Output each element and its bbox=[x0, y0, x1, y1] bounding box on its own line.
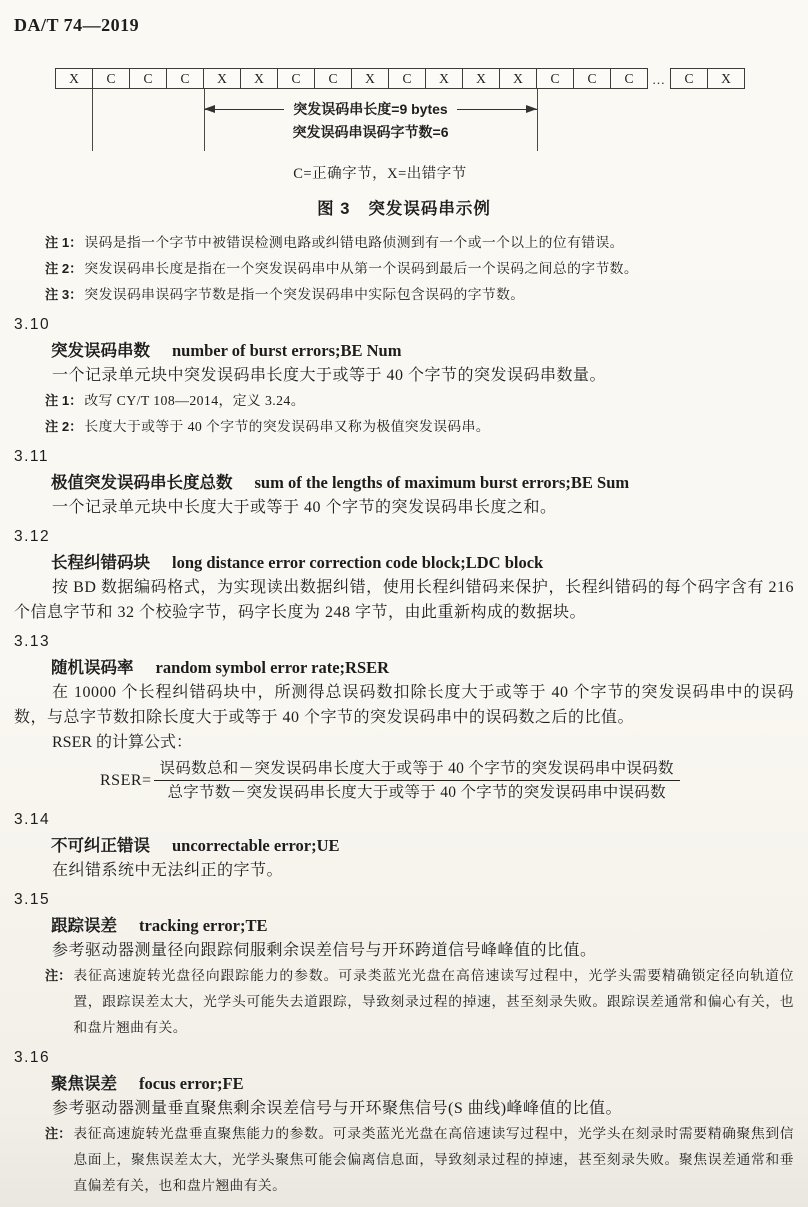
note-item bbox=[45, 1121, 794, 1199]
byte-cell: X bbox=[425, 68, 463, 89]
figure-burst-error-diagram bbox=[0, 54, 808, 196]
term-en: focus error;FE bbox=[139, 1074, 244, 1093]
note-label: 注 1： bbox=[45, 393, 83, 408]
section-number: 3.12 bbox=[14, 528, 51, 545]
figure-legend: C=正确字节，X=出错字节 bbox=[293, 166, 467, 182]
figure-caption bbox=[0, 198, 808, 220]
section-3-12 bbox=[14, 526, 794, 625]
byte-cell: C bbox=[536, 68, 574, 89]
note-item bbox=[45, 414, 794, 440]
term-en: number of burst errors;BE Num bbox=[172, 341, 402, 360]
note-label: 注 2： bbox=[45, 261, 83, 276]
note-item bbox=[45, 230, 794, 256]
byte-cell: X bbox=[707, 68, 745, 89]
byte-cell: C bbox=[670, 68, 708, 89]
byte-cell: C bbox=[129, 68, 167, 89]
boundary-marker-line bbox=[92, 89, 93, 151]
formula-lhs: RSER= bbox=[100, 771, 152, 789]
burst-length-label: 突发误码串长度=9 bytes bbox=[293, 101, 448, 117]
figure-caption-title: 突发误码串示例 bbox=[368, 200, 491, 218]
note-text: 表征高速旋转光盘径向跟踪能力的参数。可录类蓝光光盘在高倍速读写过程中，光学头需要精确锁定径向轨道位置，跟踪误差太大，光学头可能失去道跟踪，导致刻录过程的掉速，甚至刻录失败。跟踪误差通常和偏心有关，也和盘片翘曲有关。 bbox=[73, 968, 794, 1035]
term-en: sum of the lengths of maximum burst errors;BE Sum bbox=[254, 473, 630, 492]
note-item bbox=[45, 388, 794, 414]
byte-cell: X bbox=[462, 68, 500, 89]
burst-length-annotation bbox=[204, 99, 537, 119]
term-zh: 聚焦误差 bbox=[51, 1075, 117, 1093]
formula-lead: RSER 的计算公式： bbox=[52, 734, 193, 751]
section-number: 3.15 bbox=[14, 891, 51, 908]
doc-number: DA/T 74—2019 bbox=[14, 15, 140, 35]
section-notes bbox=[45, 388, 794, 440]
burst-bytes-label: 突发误码串误码字节数=6 bbox=[292, 124, 449, 140]
note-text: 长度大于或等于 40 个字节的突发误码串又称为极值突发误码串。 bbox=[84, 419, 490, 434]
byte-cell: C bbox=[388, 68, 426, 89]
byte-cell: X bbox=[203, 68, 241, 89]
section-3-14 bbox=[14, 809, 794, 883]
figure-notes bbox=[45, 230, 794, 308]
formula-numerator: 误码数总和－突发误码串长度大于或等于 40 个字节的突发误码串中误码数 bbox=[154, 758, 680, 781]
byte-row bbox=[55, 68, 745, 89]
byte-cell: C bbox=[573, 68, 611, 89]
byte-cell: C bbox=[166, 68, 204, 89]
note-label: 注： bbox=[45, 968, 72, 983]
term-heading bbox=[14, 551, 794, 575]
terms-content bbox=[0, 314, 808, 1199]
note-text: 突发误码串误码字节数是指一个突发误码串中实际包含误码的字节数。 bbox=[84, 287, 525, 302]
byte-cell: X bbox=[351, 68, 389, 89]
section-notes bbox=[45, 1121, 794, 1199]
term-zh: 跟踪误差 bbox=[51, 917, 117, 935]
section-3-13 bbox=[14, 631, 794, 803]
section-3-16 bbox=[14, 1047, 794, 1199]
formula-fraction bbox=[154, 758, 680, 803]
byte-cell: X bbox=[240, 68, 278, 89]
definition: 按 BD 数据编码格式，为实现读出数据纠错，使用长程纠错码来保护，长程纠错码的每个码字含有 216 个信息字节和 32 个校验字节，码字长度为 248 字节，由此重新构成的数据块。 bbox=[14, 579, 794, 621]
term-heading bbox=[14, 834, 794, 858]
note-label: 注 2： bbox=[45, 419, 83, 434]
definition: 参考驱动器测量径向跟踪伺服剩余误差信号与开环跨道信号峰峰值的比值。 bbox=[52, 942, 597, 959]
section-number: 3.10 bbox=[14, 316, 51, 333]
note-item bbox=[45, 963, 794, 1041]
section-number: 3.11 bbox=[14, 448, 50, 465]
term-zh: 长程纠错码块 bbox=[51, 554, 150, 572]
note-item bbox=[45, 282, 794, 308]
definition: 在纠错系统中无法纠正的字节。 bbox=[52, 862, 284, 879]
term-en: long distance error correction code block;LDC block bbox=[172, 553, 544, 572]
note-text: 改写 CY/T 108—2014，定义 3.24。 bbox=[84, 393, 305, 408]
section-3-10 bbox=[14, 314, 794, 440]
section-number: 3.16 bbox=[14, 1049, 51, 1066]
note-label: 注 3： bbox=[45, 287, 83, 302]
formula-denominator: 总字节数－突发误码串长度大于或等于 40 个字节的突发误码串中误码数 bbox=[167, 784, 666, 801]
note-label: 注 1： bbox=[45, 235, 83, 250]
note-text: 表征高速旋转光盘垂直聚焦能力的参数。可录类蓝光光盘在高倍速读写过程中，光学头在刻录时需要精确聚焦到信息面上，聚焦误差太大，光学头聚焦可能会偏离信息面，导致刻录过程的掉速，甚至刻录失败。聚焦误差通常和垂直偏差有关，也和盘片翘曲有关。 bbox=[73, 1126, 794, 1193]
byte-cell: C bbox=[277, 68, 315, 89]
arrow-right-icon bbox=[457, 109, 537, 110]
section-number: 3.14 bbox=[14, 811, 51, 828]
term-zh: 极值突发误码串长度总数 bbox=[51, 474, 233, 492]
term-heading bbox=[14, 1072, 794, 1096]
note-label: 注： bbox=[45, 1126, 72, 1141]
definition: 参考驱动器测量垂直聚焦剩余误差信号与开环聚焦信号(S 曲线)峰峰值的比值。 bbox=[52, 1100, 623, 1117]
section-3-15 bbox=[14, 889, 794, 1041]
burst-end-marker-line bbox=[537, 89, 538, 151]
definition: 一个记录单元块中突发误码串长度大于或等于 40 个字节的突发误码串数量。 bbox=[52, 367, 607, 384]
note-text: 误码是指一个字节中被错误检测电路或纠错电路侦测到有一个或一个以上的位有错误。 bbox=[84, 235, 624, 250]
byte-cell: C bbox=[610, 68, 648, 89]
section-notes bbox=[45, 963, 794, 1041]
arrow-left-icon bbox=[204, 109, 284, 110]
note-text: 突发误码串长度是指在一个突发误码串中从第一个误码到最后一个误码之间总的字节数。 bbox=[84, 261, 639, 276]
rser-formula bbox=[100, 758, 794, 803]
term-heading bbox=[14, 914, 794, 938]
section-3-11 bbox=[14, 446, 794, 520]
byte-cell: X bbox=[499, 68, 537, 89]
byte-cell: C bbox=[92, 68, 130, 89]
term-heading bbox=[14, 656, 794, 680]
definition: 一个记录单元块中长度大于或等于 40 个字节的突发误码串长度之和。 bbox=[52, 499, 557, 516]
term-en: tracking error;TE bbox=[139, 916, 268, 935]
term-heading bbox=[14, 471, 794, 495]
term-heading bbox=[14, 339, 794, 363]
definition: 在 10000 个长程纠错码块中，所测得总误码数扣除长度大于或等于 40 个字节的突发误码串中的误码数，与总字节数扣除长度大于或等于 40 个字节的突发误码串中的误码数之后的比值。 bbox=[14, 684, 794, 726]
figure-caption-number: 图 3 bbox=[317, 200, 351, 218]
ellipsis: … bbox=[652, 72, 666, 87]
note-item bbox=[45, 256, 794, 282]
term-zh: 随机误码率 bbox=[51, 659, 134, 677]
section-number: 3.13 bbox=[14, 633, 51, 650]
term-en: uncorrectable error;UE bbox=[172, 836, 340, 855]
term-en: random symbol error rate;RSER bbox=[155, 658, 390, 677]
term-zh: 突发误码串数 bbox=[51, 342, 150, 360]
byte-cell: C bbox=[314, 68, 352, 89]
term-zh: 不可纠正错误 bbox=[51, 837, 150, 855]
byte-cell: X bbox=[55, 68, 93, 89]
